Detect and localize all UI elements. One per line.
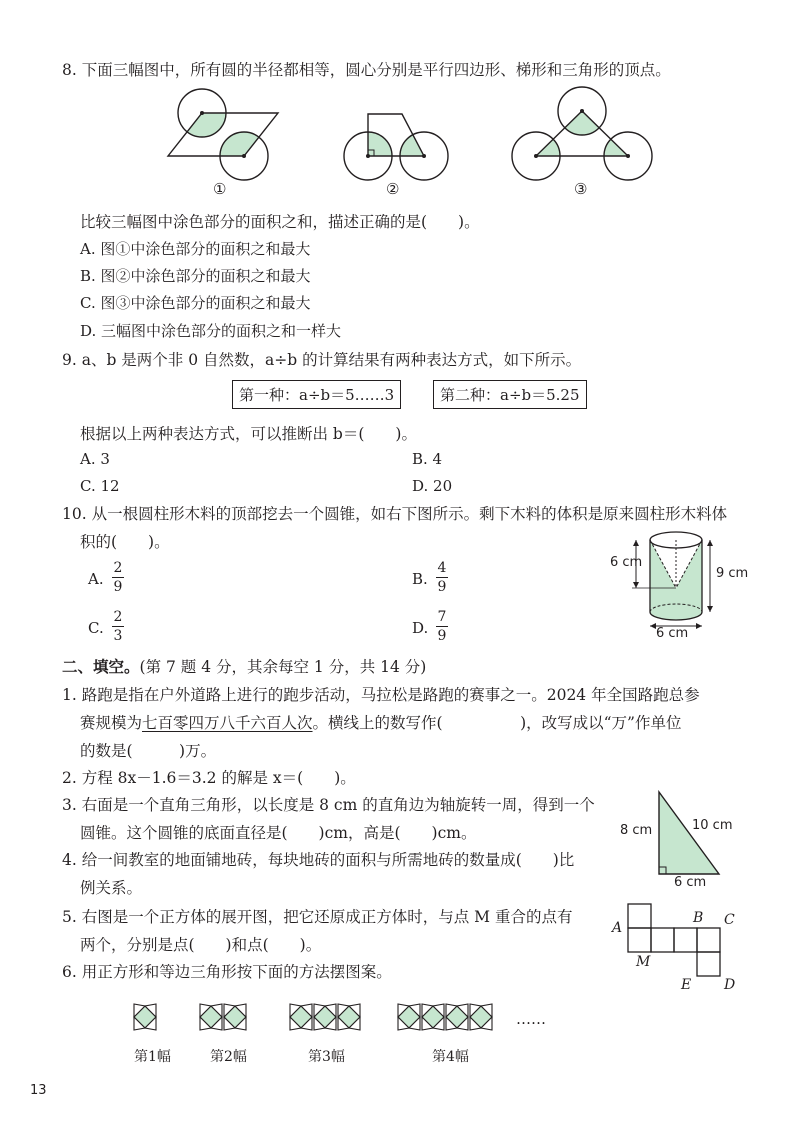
- q10-stem-line1: 10. 从一根圆柱形木料的顶部挖去一个圆锥，如右下图所示。剩下木料的体积是原来圆柱形木料体: [62, 505, 728, 523]
- f3-right-triangle-figure: [655, 790, 725, 880]
- f4-line1: 4. 给一间教室的地面铺地砖，每块地砖的面积与所需地砖的数量成( )比: [62, 851, 575, 869]
- q8-option-c[interactable]: C. 图③中涂色部分的面积之和最大: [80, 294, 311, 312]
- q10-option-a-letter[interactable]: A.: [88, 570, 104, 588]
- f5-point-c: C: [724, 912, 735, 928]
- f1-underlined-number: 七百零四万八千六百人次: [142, 714, 313, 732]
- f1-line2: 赛规模为七百零四万八千六百人次。横线上的数写作( )，改写成以“万”作单位: [80, 714, 682, 732]
- f5-point-d: D: [724, 977, 736, 993]
- q10-option-a-fraction: 2 9: [113, 560, 123, 595]
- q10-option-b-letter[interactable]: B.: [412, 570, 428, 588]
- q10-option-c-letter[interactable]: C.: [88, 619, 104, 637]
- q8-option-a[interactable]: A. 图①中涂色部分的面积之和最大: [80, 240, 311, 258]
- q10-cone-height-label: 6 cm: [610, 555, 643, 570]
- q10-diameter-label: 6 cm: [656, 626, 689, 641]
- q9-option-b[interactable]: B. 4: [412, 450, 443, 468]
- f1-line1: 1. 路跑是指在户外道路上进行的跑步活动，马拉松是路跑的赛事之一。2024 年全国路跑总参: [62, 686, 700, 704]
- f3-left-side-label: 8 cm: [620, 823, 653, 838]
- q9-option-d[interactable]: D. 20: [412, 477, 453, 495]
- f2-text: 2. 方程 8x－1.6＝3.2 的解是 x＝( )。: [62, 769, 356, 787]
- q10-cylinder-figure: [640, 528, 720, 640]
- q8-fig1-label: ①: [213, 180, 227, 198]
- f6-ellipsis: ……: [516, 1010, 546, 1028]
- f3-bottom-side-label: 6 cm: [674, 875, 707, 890]
- f6-pattern-1: [126, 996, 186, 1040]
- f3-line2: 圆锥。这个圆锥的底面直径是( )cm，高是( )cm。: [80, 824, 477, 842]
- q9-option-a[interactable]: A. 3: [80, 450, 110, 468]
- section-2-title: 二、填空。: [62, 657, 140, 676]
- f6-label-2: 第2幅: [210, 1049, 247, 1065]
- q10-cylinder-height-label: 9 cm: [716, 566, 749, 581]
- q8-figure-1: [150, 88, 290, 180]
- q9-stem: 9. a、b 是两个非 0 自然数，a÷b 的计算结果有两种表达方式，如下所示。: [62, 351, 582, 369]
- section-2-note: (第 7 题 4 分，其余每空 1 分，共 14 分): [139, 658, 427, 676]
- f5-point-a: A: [612, 920, 623, 936]
- q8-figure-2: [340, 100, 450, 180]
- q10-stem-line2: 积的( )。: [80, 533, 170, 551]
- q9-box-first: 第一种：a÷b＝5……3: [232, 380, 401, 409]
- f6-pattern-2: [192, 996, 276, 1040]
- q8-option-d[interactable]: D. 三幅图中涂色部分的面积之和一样大: [80, 322, 342, 340]
- q8-figure-3: [508, 86, 656, 182]
- page-number: 13: [30, 1083, 47, 1098]
- f6-label-3: 第3幅: [308, 1049, 345, 1065]
- f5-line2: 两个，分别是点( )和点( )。: [80, 936, 322, 954]
- q8-fig3-label: ③: [574, 180, 588, 198]
- f6-pattern-3: [282, 996, 390, 1040]
- q8-option-b[interactable]: B. 图②中涂色部分的面积之和最大: [80, 267, 311, 285]
- f3-line1: 3. 右面是一个直角三角形，以长度是 8 cm 的直角边为轴旋转一周，得到一个: [62, 796, 595, 814]
- q8-fig2-label: ②: [386, 180, 400, 198]
- f6-text: 6. 用正方形和等边三角形按下面的方法摆图案。: [62, 963, 392, 981]
- q10-option-c-fraction: 2 3: [113, 609, 123, 644]
- q10-option-d-fraction: 7 9: [437, 609, 447, 644]
- q9-question: 根据以上两种表达方式，可以推断出 b＝( )。: [80, 425, 417, 443]
- f6-pattern-4: [390, 996, 522, 1040]
- f4-line2: 例关系。: [80, 879, 143, 897]
- f1-line3: 的数是( )万。: [80, 742, 217, 760]
- f6-label-1: 第1幅: [134, 1049, 171, 1065]
- q10-option-b-fraction: 4 9: [437, 560, 447, 595]
- q9-box-second: 第二种：a÷b＝5.25: [433, 380, 587, 409]
- f5-line1: 5. 右图是一个正方体的展开图，把它还原成正方体时，与点 M 重合的点有: [62, 908, 573, 926]
- q10-option-d-letter[interactable]: D.: [412, 619, 429, 637]
- f5-point-m: M: [636, 954, 651, 970]
- f3-hypotenuse-label: 10 cm: [692, 818, 733, 833]
- f5-point-b: B: [693, 910, 704, 926]
- q8-question: 比较三幅图中涂色部分的面积之和，描述正确的是( )。: [80, 213, 480, 231]
- f6-label-4: 第4幅: [432, 1049, 469, 1065]
- f5-point-e: E: [681, 977, 692, 993]
- q9-option-c[interactable]: C. 12: [80, 477, 120, 495]
- section-2-header: [62, 655, 426, 677]
- q8-stem: 8. 下面三幅图中，所有圆的半径都相等，圆心分别是平行四边形、梯形和三角形的顶点。: [62, 61, 671, 79]
